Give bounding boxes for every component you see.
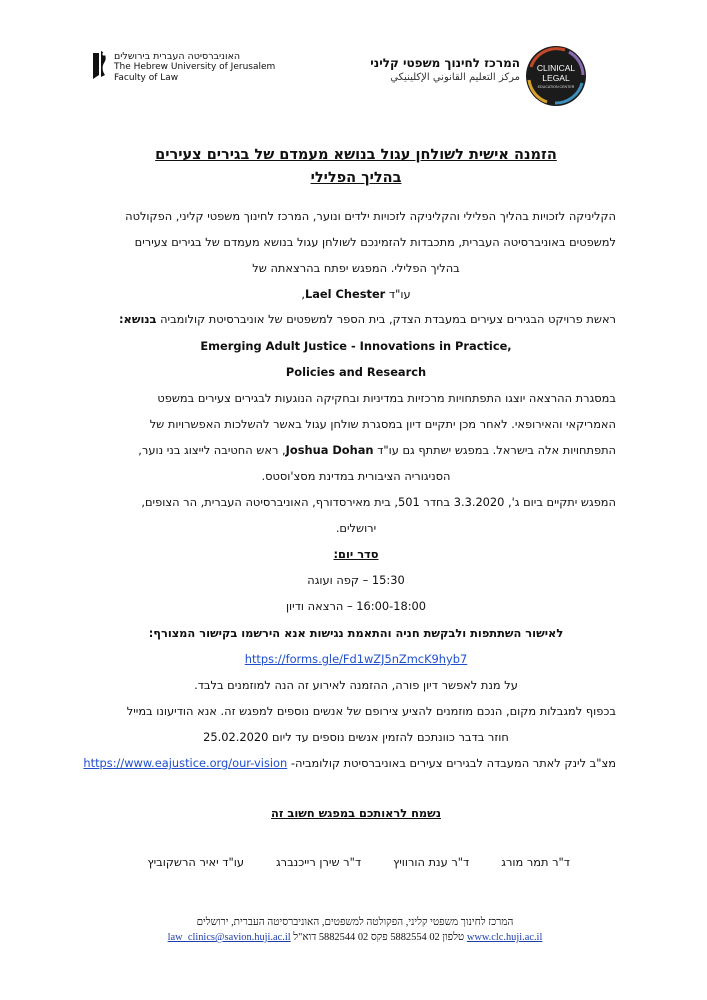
second-speaker-name: Joshua Dohan <box>285 443 374 457</box>
topic-english-line2: Policies and Research <box>285 365 427 379</box>
clinic-arabic-name: مركز التعليم القانوني الإكلينيكي <box>390 72 520 83</box>
footer-contact <box>140 930 570 945</box>
site-link-line <box>83 755 616 771</box>
huji-english-name: The Hebrew University of Jerusalem <box>114 62 276 72</box>
agenda-heading: סדר יום: <box>333 547 379 561</box>
intro-line-2: למשפטים באוניברסיטה העברית, מתכבדות להזמינכם לשולחן עגול בנושא מעמדם של בגירים צעירים <box>134 235 616 249</box>
speaker-name: Lael Chester <box>304 287 386 301</box>
footer-website-link[interactable]: www.clc.huji.ac.il <box>466 932 543 943</box>
lecture-desc-line-4: הסניגוריה הציבורית במדינת מסצ'וסטס. <box>261 469 451 483</box>
speaker-role: ראשת פרויקט הבגירים צעירים במעבדת הצדק, בית הספר למשפטים של אוניברסיטת קולומביה <box>160 312 616 326</box>
lecture-desc-line-2: האמריקאי והאירופאי. לאחר מכן יתקיים דיון במסגרת שולחן עגול באשר להשלכות האפשרויות של <box>149 417 616 431</box>
clinic-logo-line2: LEGAL <box>542 73 570 83</box>
clinic-hebrew-name: המרכז לחינוך משפטי קליני <box>370 56 520 70</box>
speaker-line <box>96 286 616 302</box>
signer-3: ד"ר שירן רייכנברג <box>275 855 362 869</box>
signer-2: ד"ר ענת הורוויץ <box>393 855 470 869</box>
huji-faculty-name: Faculty of Law <box>114 73 179 83</box>
footer-phones: טלפון 02 5882554 פקס 02 5882544 דוא"ל <box>293 932 465 943</box>
site-link-text: מצ"ב לינק לאתר המעבדה לבגירים צעירים באוניברסיטת קולומביה- <box>290 756 616 770</box>
rsvp-note-2: בכפוף למגבלות מקום, הנכם מוזמנים להציע צירופם של אנשים נוספים למפגש זה. אנא הודיעונו במייל <box>126 704 616 718</box>
agenda-item-1: 15:30 – קפה ועוגה <box>307 573 405 587</box>
topic-english-line1: Emerging Adult Justice - Innovations in Practice, <box>200 339 512 353</box>
signer-4: עו"ד יאיר הרשקוביץ <box>147 855 244 869</box>
signers-row <box>140 855 570 869</box>
clinic-logo <box>525 45 587 107</box>
closing-line: נשמח לראותכם במפגש חשוב זה <box>271 806 441 820</box>
rsvp-link-line <box>96 651 616 667</box>
intro-line-3: בהליך הפלילי. המפגש יפתח בהרצאתה של <box>252 261 460 275</box>
footer <box>140 915 570 945</box>
topic-label: בנושא: <box>118 312 157 326</box>
rsvp-note-1: על מנת לאפשר דיון פורה, ההזמנה לאירוע זה הנה למוזמנים בלבד. <box>194 678 518 692</box>
speaker-title: עו"ד <box>388 287 411 301</box>
lecture-desc-line-1: במסגרת ההרצאה יוצגו התפתחויות מרכזיות במדיניות ובחקיקה הנוגעות לבגירים צעירים במשפט <box>157 391 616 405</box>
clinic-name <box>360 56 520 84</box>
intro-line-1: הקליניקה לזכויות בהליך הפלילי והקליניקה לזכויות ילדים ונוער, המרכז לחינוך משפטי קליני, הפקולטה <box>125 209 616 223</box>
lecture-desc-line-3b: , ראש החטיבה לייצוג בני נוער, <box>138 443 286 457</box>
signer-1: ד"ר תמר מורג <box>501 855 570 869</box>
agenda-item-2: 16:00-18:00 – הרצאה ודיון <box>285 599 427 613</box>
huji-logo-text <box>114 51 275 84</box>
rsvp-note-3: חוזר בדבר כוונתכם להזמין אנשים נוספים עד ליום 25.02.2020 <box>203 730 509 744</box>
invitation-title-line1: הזמנה אישית לשולחן עגול בנושא מעמדם של בגירים צעירים <box>155 147 557 163</box>
lecture-desc-line-3 <box>96 442 616 458</box>
registration-form-link[interactable]: https://forms.gle/Fd1wZJ5nZmcK9hyb7 <box>244 652 468 666</box>
speaker-role-line <box>96 311 616 327</box>
huji-emblem-icon <box>90 49 110 81</box>
footer-address: המרכז לחינוך משפטי קליני, הפקולטה למשפטים, האוניברסיטה העברית, ירושלים <box>196 917 514 928</box>
clinic-logo-line1: CLINICAL <box>536 63 576 73</box>
invitation-title-line2: בהליך הפלילי <box>310 170 402 186</box>
huji-logo <box>90 49 276 91</box>
huji-hebrew-name: האוניברסיטה העברית בירושלים <box>114 51 241 62</box>
eajustice-link[interactable]: https://www.eajustice.org/our-vision <box>83 756 288 770</box>
meeting-details-line-2: ירושלים. <box>335 521 377 535</box>
clinic-logo-line3: EDUCATION CENTER <box>537 85 575 89</box>
footer-email-link[interactable]: law_clinics@savion.huji.ac.il <box>167 932 291 943</box>
meeting-details-line-1: המפגש יתקיים ביום ג', 3.3.2020 בחדר 501, בית מאירסדורף, האוניברסיטה העברית, הר הצופים, <box>141 495 616 509</box>
speaker-suffix: , <box>301 287 305 301</box>
rsvp-heading: לאישור השתתפות ולבקשת חניה והתאמת נגישות אנא הירשמו בקישור המצורף: <box>148 626 564 640</box>
lecture-desc-line-3a: התפתחויות אלה בישראל. במפגש ישתתף גם עו"ד <box>377 443 616 457</box>
